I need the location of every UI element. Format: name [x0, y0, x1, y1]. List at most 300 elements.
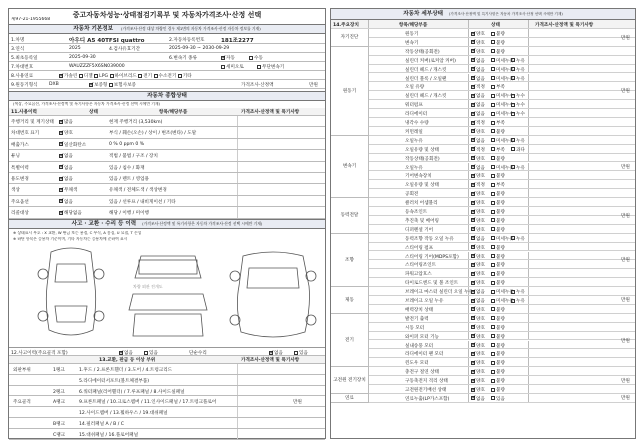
- repair-rank-label: A랭크: [53, 400, 66, 406]
- status-row-state[interactable]: [59, 199, 73, 205]
- detail-state-option[interactable]: [491, 307, 505, 313]
- detail-row: [331, 127, 635, 136]
- detail-state-option[interactable]: [491, 200, 505, 206]
- detail-state-cell: [469, 74, 529, 82]
- inspection-record-page: [4, 4, 636, 443]
- detail-state-option[interactable]: [491, 156, 505, 162]
- detail-state-option[interactable]: [471, 156, 485, 162]
- fuel-opt-label: LPG: [99, 74, 109, 79]
- detail-state-checkbox[interactable]: [511, 236, 515, 240]
- state-checkbox[interactable]: [59, 131, 63, 135]
- trans-opt-1[interactable]: [249, 55, 263, 61]
- fuel-checkbox-h2[interactable]: [154, 74, 158, 78]
- trans-opt-0[interactable]: [221, 55, 235, 61]
- detail-state-label: 불량: [496, 156, 505, 162]
- detail-row: [331, 216, 635, 225]
- accident-checkbox-yes[interactable]: [144, 351, 148, 355]
- detail-state-option[interactable]: [491, 254, 505, 260]
- detail-state-checkbox[interactable]: [471, 218, 475, 222]
- detail-state-option[interactable]: [471, 84, 485, 90]
- detail-item-cell: [369, 269, 469, 277]
- detail-col-device: [331, 20, 369, 28]
- detail-state-checkbox[interactable]: [491, 370, 495, 374]
- status-row-state[interactable]: [59, 210, 82, 216]
- detail-state-option[interactable]: [471, 138, 485, 144]
- detail-col-state: [469, 20, 529, 28]
- detail-state-checkbox[interactable]: [491, 307, 495, 311]
- detail-state-checkbox[interactable]: [491, 299, 495, 303]
- detail-state-label: 없음: [476, 138, 485, 144]
- detail-state-cell: [469, 154, 529, 162]
- detail-state-label: 과다: [516, 147, 525, 153]
- detail-state-checkbox[interactable]: [471, 147, 475, 151]
- detail-state-checkbox[interactable]: [471, 343, 475, 347]
- detail-state-checkbox[interactable]: [491, 85, 495, 89]
- detail-state-option[interactable]: [491, 209, 505, 215]
- detail-state-option[interactable]: [511, 93, 525, 99]
- detail-state-option[interactable]: [471, 298, 485, 304]
- detail-state-option[interactable]: [471, 76, 485, 82]
- detail-state-checkbox[interactable]: [471, 334, 475, 338]
- detail-item-label: 고전원전기배선 상태: [405, 388, 447, 393]
- detail-state-checkbox[interactable]: [471, 316, 475, 320]
- fuel-checkbox-etc[interactable]: [178, 74, 182, 78]
- detail-state-option[interactable]: [491, 378, 505, 384]
- detail-state-checkbox[interactable]: [471, 156, 475, 160]
- fuel-checkbox-gasoline[interactable]: [59, 74, 63, 78]
- trans-checkbox-semi[interactable]: [221, 65, 225, 69]
- detail-state-checkbox[interactable]: [491, 272, 495, 276]
- detail-state-checkbox[interactable]: [491, 396, 495, 400]
- detail-state-label: 누유: [516, 138, 525, 144]
- simple-checkbox-yes[interactable]: [294, 351, 298, 355]
- detail-state-checkbox[interactable]: [471, 307, 475, 311]
- detail-state-option[interactable]: [471, 280, 485, 286]
- detail-state-checkbox[interactable]: [491, 379, 495, 383]
- detail-state-checkbox[interactable]: [491, 227, 495, 231]
- state-label: 많음: [64, 120, 73, 125]
- detail-state-option[interactable]: [471, 236, 485, 242]
- detail-state-option[interactable]: [491, 262, 505, 268]
- detail-state-checkbox[interactable]: [511, 290, 515, 294]
- detail-state-checkbox[interactable]: [471, 103, 475, 107]
- section-basic-info: [9, 24, 325, 34]
- detail-price-cell: [529, 145, 637, 153]
- detail-state-option[interactable]: [491, 31, 505, 37]
- detail-state-option[interactable]: [471, 271, 485, 277]
- detail-state-checkbox[interactable]: [491, 352, 495, 356]
- detail-state-checkbox[interactable]: [491, 263, 495, 267]
- detail-state-option[interactable]: [471, 325, 485, 331]
- trans-checkbox-auto[interactable]: [221, 56, 225, 60]
- detail-state-checkbox[interactable]: [471, 361, 475, 365]
- detail-state-option[interactable]: [471, 49, 485, 55]
- detail-state-option[interactable]: [491, 191, 505, 197]
- status-header-row: [9, 108, 325, 116]
- detail-state-cell: [469, 189, 529, 197]
- detail-state-option[interactable]: [491, 369, 505, 375]
- detail-state-option[interactable]: [471, 227, 485, 233]
- detail-row: [331, 145, 635, 154]
- detail-state-option[interactable]: [471, 147, 485, 153]
- detail-state-checkbox[interactable]: [471, 94, 475, 98]
- status-row-detail: 있음 / 렌트 / 영업용: [109, 177, 149, 182]
- detail-item-label: 발전기 출력: [405, 316, 429, 322]
- detail-group-label: 연료: [331, 394, 369, 403]
- status-row-state[interactable]: [59, 165, 73, 171]
- detail-state-option[interactable]: [471, 182, 485, 188]
- detail-state-checkbox[interactable]: [491, 40, 495, 44]
- status-row-state[interactable]: [59, 119, 73, 125]
- detail-state-label: 양호: [476, 210, 485, 215]
- trans-opt-2[interactable]: [221, 64, 244, 70]
- detail-state-checkbox[interactable]: [491, 58, 495, 62]
- detail-item-cell: [369, 65, 469, 73]
- detail-state-checkbox[interactable]: [511, 103, 515, 107]
- status-price-divider: [237, 150, 238, 160]
- detail-state-checkbox[interactable]: [491, 343, 495, 347]
- detail-state-cell: [469, 394, 529, 402]
- detail-item-cell: [369, 118, 469, 126]
- status-row-state[interactable]: [59, 142, 86, 148]
- detail-state-checkbox[interactable]: [491, 49, 495, 53]
- detail-state-option[interactable]: [491, 129, 505, 135]
- fuel-opt-label: 수소전기: [158, 74, 177, 79]
- detail-state-label: 불량: [496, 49, 505, 55]
- detail-item-label: 공회전: [405, 192, 419, 198]
- detail-state-checkbox[interactable]: [471, 290, 475, 294]
- status-row: [9, 173, 325, 184]
- detail-state-checkbox[interactable]: [491, 388, 495, 392]
- status-row-state[interactable]: [59, 130, 73, 136]
- detail-col-price-label: 가격조사·산정액 및 특기사항: [535, 23, 594, 28]
- detail-state-checkbox[interactable]: [471, 40, 475, 44]
- detail-state-checkbox[interactable]: [471, 183, 475, 187]
- status-price-divider: [237, 173, 238, 183]
- detail-state-option[interactable]: [491, 271, 505, 277]
- detail-state-option[interactable]: [491, 147, 505, 153]
- state-checkbox[interactable]: [59, 154, 63, 158]
- detail-state-checkbox[interactable]: [471, 201, 475, 205]
- detail-state-checkbox[interactable]: [471, 76, 475, 80]
- detail-state-option[interactable]: [471, 209, 485, 215]
- detail-state-option[interactable]: [491, 316, 505, 322]
- detail-state-option[interactable]: [471, 67, 485, 73]
- detail-state-checkbox[interactable]: [491, 245, 495, 249]
- status-row-state[interactable]: [59, 187, 77, 193]
- detail-state-option[interactable]: [511, 236, 525, 242]
- state-checkbox[interactable]: [59, 142, 63, 146]
- detail-state-option[interactable]: [491, 120, 505, 126]
- detail-state-checkbox[interactable]: [491, 156, 495, 160]
- status-note: (색상, 주요옵션, 가격조사·산정액 및 특기사항은 자동차 가격조사·산정 선택 시에만 기재): [13, 102, 161, 106]
- detail-state-checkbox[interactable]: [491, 218, 495, 222]
- detail-state-checkbox[interactable]: [471, 281, 475, 285]
- detail-state-checkbox[interactable]: [471, 32, 475, 36]
- detail-state-option[interactable]: [511, 102, 525, 108]
- detail-state-option[interactable]: [471, 93, 485, 99]
- state-checkbox[interactable]: [59, 177, 63, 181]
- detail-state-label: 불량: [496, 129, 505, 135]
- detail-state-checkbox[interactable]: [491, 334, 495, 338]
- detail-price-cell: [529, 278, 637, 286]
- page-title: 중고자동차성능·상태점검기록부 및 자동차가격조사·산정 선택: [72, 11, 262, 19]
- detail-state-checkbox[interactable]: [491, 94, 495, 98]
- detail-item-label: 실린더 커버(로커암 커버): [405, 58, 456, 64]
- detail-state-option[interactable]: [471, 58, 485, 64]
- detail-state-checkbox[interactable]: [491, 165, 495, 169]
- detail-state-checkbox[interactable]: [491, 236, 495, 240]
- status-row-state[interactable]: [59, 153, 73, 159]
- detail-state-checkbox[interactable]: [491, 67, 495, 71]
- detail-state-option[interactable]: [471, 334, 485, 340]
- detail-state-checkbox[interactable]: [491, 325, 495, 329]
- detail-state-option[interactable]: [471, 387, 485, 393]
- detail-state-option[interactable]: [471, 316, 485, 322]
- detail-state-checkbox[interactable]: [471, 227, 475, 231]
- detail-state-option[interactable]: [511, 289, 525, 295]
- detail-state-checkbox[interactable]: [491, 103, 495, 107]
- detail-state-cell: [469, 136, 529, 144]
- detail-state-checkbox[interactable]: [511, 58, 515, 62]
- detail-state-label: 미세누수: [496, 94, 514, 100]
- detail-state-option[interactable]: [471, 191, 485, 197]
- detail-price-cell: [529, 287, 637, 295]
- detail-state-checkbox[interactable]: [491, 183, 495, 187]
- status-col-state: 상태: [89, 110, 98, 115]
- detail-state-checkbox[interactable]: [471, 388, 475, 392]
- detail-state-cell: [469, 341, 529, 349]
- detail-state-option[interactable]: [491, 40, 505, 46]
- detail-state-checkbox[interactable]: [471, 263, 475, 267]
- detail-state-cell: [469, 82, 529, 90]
- accident-checkbox-none[interactable]: [119, 351, 123, 355]
- status-row-state[interactable]: [59, 176, 73, 182]
- detail-state-option[interactable]: [491, 84, 505, 90]
- detail-state-checkbox[interactable]: [491, 361, 495, 365]
- detail-state-option[interactable]: [511, 67, 525, 73]
- detail-state-cell: [469, 29, 529, 37]
- detail-state-checkbox[interactable]: [471, 121, 475, 125]
- detail-state-option[interactable]: [491, 325, 505, 331]
- fuel-checkbox-lpg[interactable]: [94, 74, 98, 78]
- detail-state-option[interactable]: [491, 343, 505, 349]
- detail-state-option[interactable]: [471, 369, 485, 375]
- state-checkbox[interactable]: [59, 199, 63, 203]
- detail-state-option[interactable]: [491, 280, 505, 286]
- detail-state-option[interactable]: [471, 307, 485, 313]
- detail-state-checkbox[interactable]: [511, 138, 515, 142]
- detail-state-option[interactable]: [511, 58, 525, 64]
- detail-state-option[interactable]: [491, 173, 505, 179]
- simple-yes-label: 있음: [299, 351, 308, 356]
- detail-item-cell: [369, 252, 469, 260]
- detail-state-label: 없음: [476, 76, 485, 82]
- detail-state-checkbox[interactable]: [511, 112, 515, 116]
- detail-state-option[interactable]: [471, 165, 485, 171]
- detail-state-checkbox[interactable]: [471, 49, 475, 53]
- detail-state-option[interactable]: [471, 120, 485, 126]
- detail-state-option[interactable]: [491, 351, 505, 357]
- detail-state-checkbox[interactable]: [511, 147, 515, 151]
- trans-opt-3[interactable]: [257, 64, 284, 70]
- detail-state-option[interactable]: [491, 360, 505, 366]
- detail-item-label: 오일유량 및 상태: [405, 183, 439, 189]
- detail-state-option[interactable]: [491, 218, 505, 224]
- detail-state-checkbox[interactable]: [511, 165, 515, 169]
- detail-state-option[interactable]: [471, 111, 485, 117]
- detail-state-checkbox[interactable]: [471, 396, 475, 400]
- detail-state-checkbox[interactable]: [471, 174, 475, 178]
- detail-state-checkbox[interactable]: [511, 67, 515, 71]
- detail-state-option[interactable]: [491, 49, 505, 55]
- detail-state-checkbox[interactable]: [471, 370, 475, 374]
- detail-state-checkbox[interactable]: [491, 290, 495, 294]
- detail-state-cell: [469, 207, 529, 215]
- status-row-label: 용도변경: [11, 177, 29, 182]
- detail-state-option[interactable]: [511, 298, 525, 304]
- detail-state-checkbox[interactable]: [471, 67, 475, 71]
- fuel-checkbox-ev[interactable]: [138, 74, 142, 78]
- detail-price-cell: [529, 225, 637, 233]
- state-label: 없음: [64, 165, 73, 171]
- detail-state-checkbox[interactable]: [491, 316, 495, 320]
- detail-state-checkbox[interactable]: [491, 129, 495, 133]
- trans-checkbox-manual[interactable]: [249, 56, 253, 60]
- detail-state-checkbox[interactable]: [471, 129, 475, 133]
- detail-state-checkbox[interactable]: [491, 138, 495, 142]
- detail-state-checkbox[interactable]: [471, 325, 475, 329]
- detail-state-option[interactable]: [471, 351, 485, 357]
- fuel-checkbox-hybrid[interactable]: [110, 74, 114, 78]
- detail-state-checkbox[interactable]: [471, 165, 475, 169]
- detail-state-checkbox[interactable]: [471, 272, 475, 276]
- detail-state-checkbox[interactable]: [491, 192, 495, 196]
- detail-state-checkbox[interactable]: [511, 94, 515, 98]
- detail-state-checkbox[interactable]: [471, 379, 475, 383]
- detail-state-option[interactable]: [471, 396, 485, 402]
- detail-state-checkbox[interactable]: [491, 147, 495, 151]
- detail-item-cell: [369, 287, 473, 296]
- detail-state-option[interactable]: [471, 289, 485, 295]
- detail-state-option[interactable]: [471, 360, 485, 366]
- detail-state-option[interactable]: [511, 147, 525, 153]
- reg-no-value: 181조2277: [221, 38, 254, 44]
- detail-state-checkbox[interactable]: [471, 58, 475, 62]
- detail-state-label: 불량: [496, 370, 505, 376]
- detail-state-option[interactable]: [471, 40, 485, 46]
- detail-state-checkbox[interactable]: [491, 174, 495, 178]
- warranty-checkbox-1[interactable]: [109, 83, 113, 87]
- detail-state-option[interactable]: [471, 129, 485, 135]
- detail-state-option[interactable]: [471, 218, 485, 224]
- status-price-divider: [237, 127, 238, 137]
- detail-state-checkbox[interactable]: [491, 210, 495, 214]
- detail-state-option[interactable]: [471, 200, 485, 206]
- detail-state-option[interactable]: [471, 245, 485, 251]
- detail-state-checkbox[interactable]: [491, 254, 495, 258]
- repair-header-row: [9, 356, 325, 364]
- detail-state-label: 불량: [496, 245, 505, 251]
- detail-state-option[interactable]: [471, 262, 485, 268]
- detail-state-checkbox[interactable]: [471, 138, 475, 142]
- detail-state-label: 미세누유: [496, 138, 514, 144]
- detail-state-checkbox[interactable]: [491, 32, 495, 36]
- detail-state-checkbox[interactable]: [491, 76, 495, 80]
- detail-state-label: 양호: [476, 245, 485, 251]
- detail-state-checkbox[interactable]: [471, 192, 475, 196]
- state-checkbox[interactable]: [59, 188, 63, 192]
- car-diagram-svg: [13, 244, 323, 344]
- trans-checkbox-cvt[interactable]: [257, 65, 261, 69]
- detail-row: [331, 163, 635, 172]
- detail-state-checkbox[interactable]: [491, 112, 495, 116]
- detail-state-option[interactable]: [511, 76, 525, 82]
- detail-state-option[interactable]: [491, 334, 505, 340]
- detail-state-option[interactable]: [491, 396, 505, 402]
- detail-state-checkbox[interactable]: [511, 76, 515, 80]
- detail-col-item: [369, 20, 469, 28]
- warranty-checkbox-0[interactable]: [89, 83, 93, 87]
- detail-state-option[interactable]: [511, 138, 525, 144]
- state-checkbox[interactable]: [59, 120, 63, 124]
- detail-row: [331, 74, 635, 83]
- detail-state-checkbox[interactable]: [471, 254, 475, 258]
- state-checkbox[interactable]: [59, 165, 63, 169]
- detail-state-label: 없음: [476, 236, 485, 242]
- detail-state-option[interactable]: [471, 254, 485, 260]
- simple-checkbox-none[interactable]: [269, 351, 273, 355]
- detail-state-option[interactable]: [491, 387, 505, 393]
- year-label: 3.연식: [11, 47, 25, 52]
- detail-state-checkbox[interactable]: [491, 121, 495, 125]
- detail-state-label: 누수: [516, 94, 525, 100]
- detail-state-checkbox[interactable]: [491, 201, 495, 205]
- detail-state-option[interactable]: [511, 165, 525, 171]
- detail-state-option[interactable]: [491, 227, 505, 233]
- fuel-checkbox-diesel[interactable]: [79, 74, 83, 78]
- detail-state-option[interactable]: [471, 31, 485, 37]
- detail-state-cell: [469, 109, 529, 117]
- detail-price-unit: 만원: [621, 258, 630, 264]
- detail-state-checkbox[interactable]: [471, 112, 475, 116]
- detail-state-checkbox[interactable]: [471, 352, 475, 356]
- detail-row: [331, 189, 635, 198]
- detail-state-checkbox[interactable]: [471, 210, 475, 214]
- detail-state-checkbox[interactable]: [471, 299, 475, 303]
- detail-state-checkbox[interactable]: [511, 299, 515, 303]
- detail-state-checkbox[interactable]: [491, 281, 495, 285]
- detail-state-option[interactable]: [491, 182, 505, 188]
- detail-header-row: [331, 20, 635, 29]
- detail-state-option[interactable]: [471, 343, 485, 349]
- detail-state-option[interactable]: [471, 102, 485, 108]
- detail-state-checkbox[interactable]: [471, 236, 475, 240]
- detail-state-cell: [469, 385, 529, 393]
- detail-state-option[interactable]: [491, 245, 505, 251]
- detail-state-label: 부족: [496, 183, 505, 189]
- detail-state-option[interactable]: [471, 173, 485, 179]
- detail-state-checkbox[interactable]: [471, 245, 475, 249]
- fuel-opt-label: 전기: [143, 74, 153, 79]
- detail-state-option[interactable]: [511, 111, 525, 117]
- detail-state-option[interactable]: [471, 378, 485, 384]
- detail-row: [331, 29, 635, 38]
- detail-state-checkbox[interactable]: [471, 85, 475, 89]
- detail-row: [331, 118, 635, 127]
- state-checkbox[interactable]: [59, 211, 63, 215]
- status-col-price: 가격조사·산정액 및 특기사항: [241, 110, 300, 115]
